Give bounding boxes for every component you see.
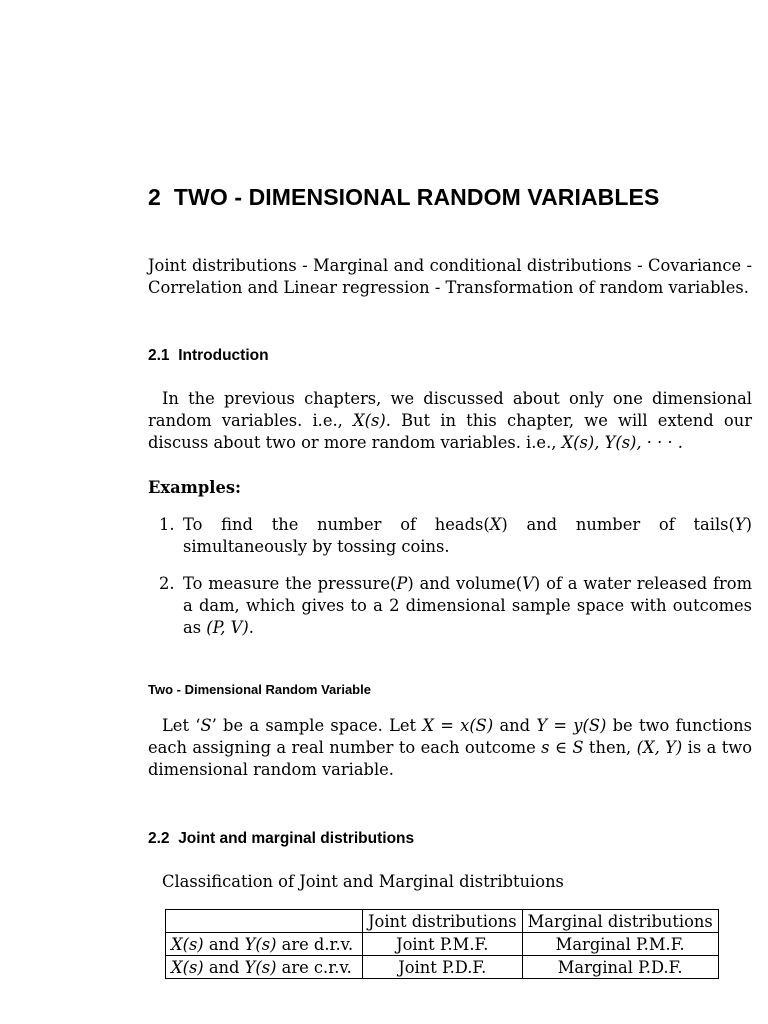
table-header-cell xyxy=(166,910,363,933)
table-intro-text: Classification of Joint and Marginal distribtuions xyxy=(162,872,564,891)
table-row-label xyxy=(166,933,363,956)
chapter-title xyxy=(148,184,752,211)
table-cell: Joint P.M.F. xyxy=(363,933,523,956)
chapter-number: 2 xyxy=(148,184,161,210)
section-number: 2.2 xyxy=(148,830,170,847)
definition-text: ’ be a sample space. Let xyxy=(211,716,423,735)
math-inline: X = x(S) xyxy=(422,716,494,735)
math-inline: Y(s) xyxy=(244,934,277,954)
subsection-heading-2d-random-variable: Two - Dimensional Random Variable xyxy=(148,682,371,697)
math-inline: Y(s) xyxy=(244,957,277,977)
math-inline: S xyxy=(200,716,212,735)
intro-text: . But in this chapter, we will extend our discuss about two or more random variables. i.e., xyxy=(148,411,752,452)
math-inline: P xyxy=(396,574,408,593)
chapter-syllabus: Joint distributions - Marginal and conditional distributions - Covariance - Correlation and Linear regression - Transformation of random variables. xyxy=(148,256,752,297)
math-inline: (X, Y) xyxy=(636,738,683,757)
math-inline: s ∈ S xyxy=(541,738,584,757)
section-title: Introduction xyxy=(178,347,269,364)
cell-text: are c.r.v. xyxy=(276,957,352,977)
table-header-cell: Joint distributions xyxy=(363,910,523,933)
definition-paragraph xyxy=(148,715,752,781)
math-inline: X(s) xyxy=(171,957,204,977)
table-cell: Marginal P.M.F. xyxy=(522,933,718,956)
classification-table-wrapper xyxy=(165,909,719,979)
cell-text: and xyxy=(203,957,245,977)
definition-text: Let ‘ xyxy=(162,716,201,735)
section-heading-introduction xyxy=(148,347,269,365)
table-cell: Marginal P.D.F. xyxy=(522,956,718,979)
table-header-row xyxy=(166,910,719,933)
math-inline: Y xyxy=(734,515,746,534)
cell-text: are d.r.v. xyxy=(276,934,354,954)
list-number: 2. xyxy=(159,574,175,593)
example-text: ) of a water released from a dam, which gives to a 2 dimensional sample space with outcomes as xyxy=(183,574,753,637)
math-inline: V xyxy=(522,574,534,593)
table-header-cell: Marginal distributions xyxy=(522,910,718,933)
intro-paragraph xyxy=(148,388,752,454)
math-inline: (P, V) xyxy=(206,618,249,637)
section-title: Joint and marginal distributions xyxy=(178,830,415,847)
math-inline: X(s) xyxy=(171,934,204,954)
chapter-title-text: TWO - DIMENSIONAL RANDOM VARIABLES xyxy=(173,184,660,210)
definition-text: and xyxy=(493,716,537,735)
math-inline: X(s), Y(s), · · · . xyxy=(561,433,683,452)
example-text: ) simultaneously by tossing coins. xyxy=(183,515,752,556)
table-cell: Joint P.D.F. xyxy=(363,956,523,979)
example-text: ) and volume( xyxy=(407,574,523,593)
table-intro xyxy=(148,871,752,893)
example-text: To find the number of heads( xyxy=(183,515,490,534)
example-text: . xyxy=(248,618,254,637)
table-row-label xyxy=(166,956,363,979)
examples-list xyxy=(148,514,752,654)
math-inline: X(s) xyxy=(353,411,386,430)
math-inline: Y = y(S) xyxy=(536,716,607,735)
table-row xyxy=(166,933,719,956)
section-heading-joint-marginal xyxy=(148,830,414,848)
example-text: ) and number of tails( xyxy=(501,515,735,534)
list-item xyxy=(148,514,752,558)
classification-table xyxy=(165,909,719,979)
math-inline: X xyxy=(489,515,502,534)
list-number: 1. xyxy=(159,515,175,534)
examples-heading: Examples: xyxy=(148,478,241,497)
definition-text: be two functions each assigning a real number to each outcome xyxy=(148,716,753,757)
section-number: 2.1 xyxy=(148,347,170,364)
table-row xyxy=(166,956,719,979)
example-text: To measure the pressure( xyxy=(183,574,397,593)
intro-text: In the previous chapters, we discussed about only one dimensional random variables. i.e., xyxy=(148,389,752,430)
list-item xyxy=(148,573,752,639)
definition-text: is a two dimensional random variable. xyxy=(148,738,752,779)
cell-text: and xyxy=(203,934,245,954)
definition-text: then, xyxy=(583,738,637,757)
